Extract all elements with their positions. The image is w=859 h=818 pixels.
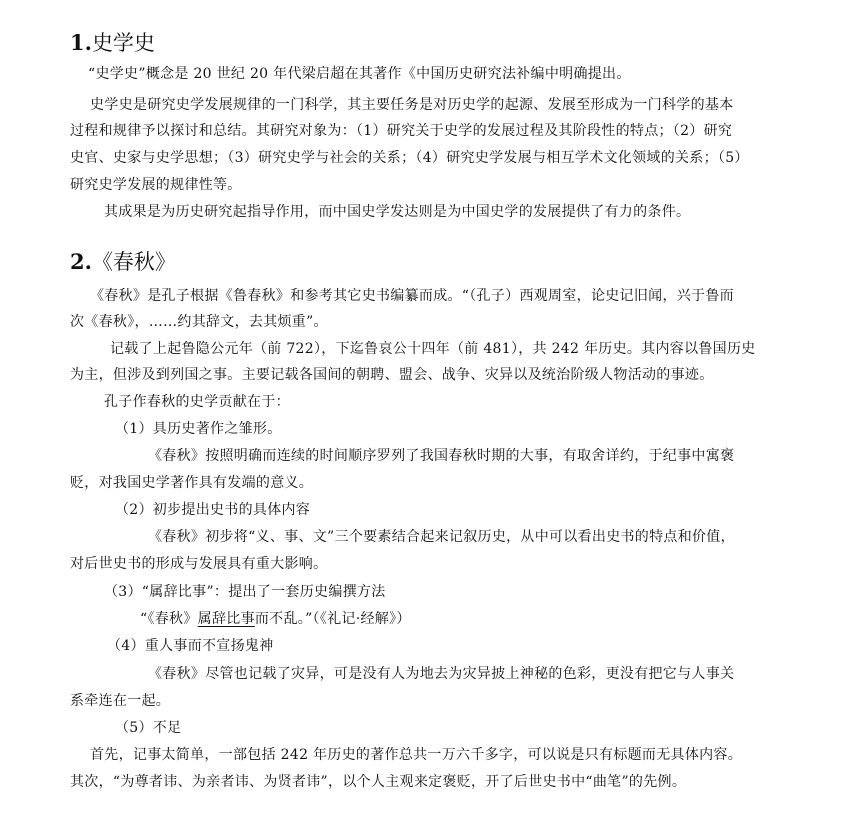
s2-paragraph-2-line-2: 为主，但涉及到列国之事。主要记载各国间的朝聘、盟会、战争、灾异以及统治阶级人物活动的事迹。 [70, 367, 714, 383]
s2-item-2-body-line-2: 对后世史书的形成与发展具有重大影响。 [70, 556, 328, 572]
section-2-heading [70, 249, 176, 275]
s2-item-1-body-line-2: 贬，对我国史学著作具有发端的意义。 [70, 475, 314, 491]
section-1-number: 1. [70, 30, 92, 55]
s1-paragraph-1: “史学史”概念是 20 世纪 20 年代梁启超在其著作《中国历史研究法补编中明确提出。 [88, 66, 631, 82]
quote-start: “《春秋》 [140, 611, 198, 627]
s1-paragraph-3: 其成果是为历史研究起指导作用，而中国史学发达则是为中国史学的发展提供了有力的条件。 [104, 204, 691, 220]
s2-item-5-body-line-1: 首先，记事太简单，一部包括 242 年历史的著作总共一万六千多字，可以说是只有标题而无具体内容。 [90, 747, 743, 763]
s2-paragraph-2-line-1: 记载了上起鲁隐公元年（前 722），下迄鲁哀公十四年（前 481），共 242 年历史。其内容以鲁国历史 [110, 341, 756, 357]
s2-item-4-heading: （4）重人事而不宣扬鬼神 [107, 638, 274, 654]
s1-paragraph-2-line-4: 研究史学发展的规律性等。 [70, 177, 242, 193]
s2-item-5-heading: （5）不足 [115, 720, 182, 736]
s2-item-3-heading: （3）“属辞比事”：提出了一套历史编撰方法 [104, 584, 386, 600]
section-2-number: 2. [70, 249, 92, 274]
s2-item-3-quote [140, 610, 411, 628]
s2-item-4-body-line-1: 《春秋》尽管也记载了灾异，可是没有人为地去为灾异披上神秘的色彩，更没有把它与人事关 [148, 666, 735, 682]
s1-paragraph-2-line-1: 史学史是研究史学发展规律的一门科学，其主要任务是对历史学的起源、发展至形成为一门科学的基本 [90, 97, 734, 113]
s2-item-2-heading: （2）初步提出史书的具体内容 [115, 502, 311, 518]
section-1-heading [70, 30, 155, 56]
s2-item-2-body-line-1: 《春秋》初步将“义、事、文”三个要素结合起来记叙历史，从中可以看出史书的特点和价值， [148, 529, 735, 545]
s2-paragraph-1-line-1: 《春秋》是孔子根据《鲁春秋》和参考其它史书编纂而成。“（孔子）西观周室，论史记旧闻，兴于鲁而 [90, 288, 734, 304]
s2-paragraph-3: 孔子作春秋的史学贡献在于： [104, 394, 290, 410]
s2-paragraph-1-line-2: 次《春秋》，……约其辞文，去其烦重”。 [70, 314, 328, 330]
quote-end: 而不乱。”（《礼记·经解》） [254, 611, 411, 627]
underlined-term: 属辞比事 [197, 611, 255, 627]
section-1-title: 史学史 [91, 31, 155, 55]
s1-paragraph-2-line-2: 过程和规律予以探讨和总结。其研究对象为：（1）研究关于史学的发展过程及其阶段性的特点；（2）研究 [70, 123, 733, 139]
s1-paragraph-2-line-3: 史官、史家与史学思想；（3）研究史学与社会的关系；（4）研究史学发展与相互学术文化领域的关系；（5） [70, 150, 749, 166]
s2-item-5-body-line-2: 其次，“为尊者讳、为亲者讳、为贤者讳”，以个人主观来定褒贬，开了后世史书中“曲笔”的先例。 [70, 774, 687, 790]
s2-item-1-body-line-1: 《春秋》按照明确而连续的时间顺序罗列了我国春秋时期的大事，有取舍详约，于纪事中寓褒 [148, 448, 735, 464]
s2-item-4-body-line-2: 系牵连在一起。 [70, 693, 171, 709]
s2-item-1-heading: （1）具历史著作之雏形。 [115, 421, 282, 437]
section-2-title: 《春秋》 [91, 250, 176, 274]
